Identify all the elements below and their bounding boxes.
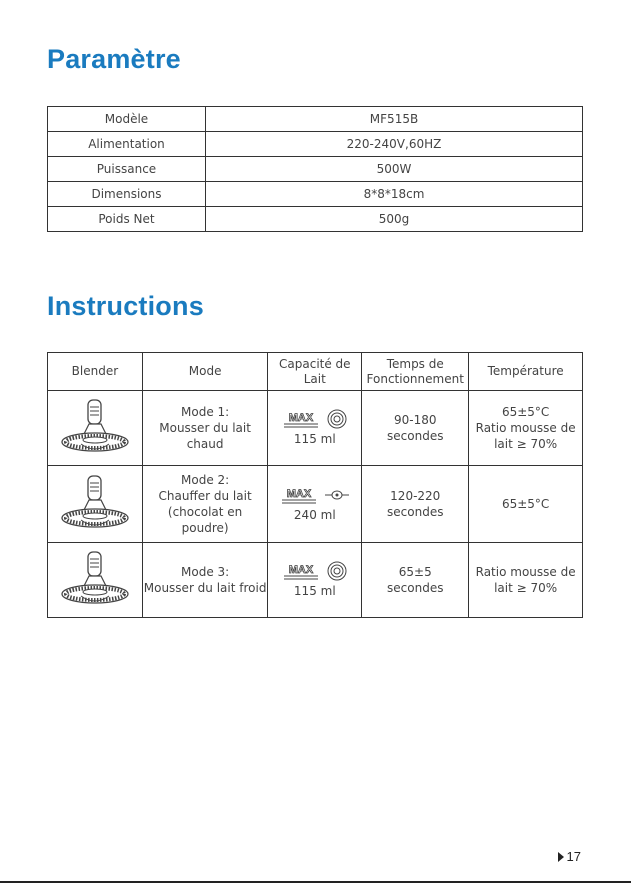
header-capacity bbox=[268, 353, 362, 391]
param-key: Alimentation bbox=[48, 132, 206, 157]
capacity-cell bbox=[268, 391, 362, 466]
blender-cell bbox=[48, 391, 143, 466]
time-cell bbox=[362, 543, 469, 618]
param-value: 8*8*18cm bbox=[206, 182, 583, 207]
param-value: 500g bbox=[206, 207, 583, 232]
temp-line: Ratio mousse de bbox=[475, 565, 576, 579]
blender-cell bbox=[48, 466, 143, 543]
max-level-icon bbox=[281, 485, 317, 505]
blender-whisk-icon bbox=[59, 398, 131, 458]
mode-line: Mousser du lait bbox=[159, 421, 251, 435]
mode-line: Mode 2: bbox=[181, 473, 230, 487]
instructions-title: Instructions bbox=[47, 291, 204, 321]
table-row bbox=[48, 207, 583, 232]
param-value: 220-240V,60HZ bbox=[206, 132, 583, 157]
header-capacity-label: Capacité de Lait bbox=[279, 356, 351, 386]
max-label: MAX bbox=[288, 564, 314, 576]
temp-line: Ratio mousse de bbox=[475, 421, 576, 435]
table-row bbox=[48, 132, 583, 157]
max-label: MAX bbox=[286, 488, 312, 500]
param-key: Dimensions bbox=[48, 182, 206, 207]
param-key: Puissance bbox=[48, 157, 206, 182]
max-level-icon bbox=[283, 409, 319, 429]
mode-line: Mousser du lait froid bbox=[143, 581, 267, 595]
mode-line: chaud bbox=[186, 437, 224, 451]
param-key: Poids Net bbox=[48, 207, 206, 232]
mode-line: Mode 1: bbox=[181, 405, 230, 419]
page-number bbox=[558, 849, 581, 864]
temp-line: lait ≥ 70% bbox=[494, 437, 558, 451]
time-cell bbox=[362, 466, 469, 543]
param-value: 500W bbox=[206, 157, 583, 182]
mode-cell bbox=[142, 543, 268, 618]
triangle-right-icon bbox=[558, 852, 564, 862]
max-level-icon bbox=[283, 561, 319, 581]
heating-disc-icon bbox=[325, 488, 349, 502]
time-line: secondes bbox=[387, 429, 444, 443]
instructions-table bbox=[47, 352, 583, 618]
temperature-cell bbox=[469, 466, 583, 543]
mode-line: (chocolat en poudre) bbox=[167, 505, 243, 535]
time-line: 65±5 bbox=[398, 565, 432, 579]
capacity-cell bbox=[268, 466, 362, 543]
header-temperature: Température bbox=[469, 353, 583, 391]
table-row bbox=[48, 157, 583, 182]
capacity-value: 115 ml bbox=[293, 584, 336, 598]
table-row bbox=[48, 182, 583, 207]
blender-whisk-icon bbox=[59, 550, 131, 610]
capacity-value: 240 ml bbox=[293, 508, 336, 522]
max-label: MAX bbox=[288, 412, 314, 424]
blender-cell bbox=[48, 543, 143, 618]
header-mode: Mode bbox=[142, 353, 268, 391]
header-time-label: Temps de Fonctionnement bbox=[366, 356, 464, 386]
capacity-cell bbox=[268, 543, 362, 618]
table-row bbox=[48, 107, 583, 132]
time-cell bbox=[362, 391, 469, 466]
capacity-value: 115 ml bbox=[293, 432, 336, 446]
mode-line: Mode 3: bbox=[181, 565, 230, 579]
mode-cell bbox=[142, 391, 268, 466]
temperature-cell bbox=[469, 543, 583, 618]
param-value: MF515B bbox=[206, 107, 583, 132]
time-line: secondes bbox=[387, 581, 444, 595]
time-line: 120-220 bbox=[390, 489, 441, 503]
params-title: Paramètre bbox=[47, 44, 181, 74]
whisk-spiral-icon bbox=[327, 409, 347, 429]
page-number-label: 17 bbox=[566, 849, 581, 864]
table-row bbox=[48, 466, 583, 543]
param-key: Modèle bbox=[48, 107, 206, 132]
header-blender: Blender bbox=[48, 353, 143, 391]
temp-line: 65±5°C bbox=[501, 405, 550, 419]
table-header-row bbox=[48, 353, 583, 391]
header-time bbox=[362, 353, 469, 391]
mode-line: Chauffer du lait bbox=[158, 489, 252, 503]
whisk-spiral-icon bbox=[327, 561, 347, 581]
params-table bbox=[47, 106, 583, 232]
temp-line: lait ≥ 70% bbox=[494, 581, 558, 595]
blender-disc-icon bbox=[59, 474, 131, 534]
temp-line: 65±5°C bbox=[501, 497, 550, 511]
mode-cell bbox=[142, 466, 268, 543]
table-row bbox=[48, 543, 583, 618]
temperature-cell bbox=[469, 391, 583, 466]
time-line: 90-180 bbox=[393, 413, 437, 427]
table-row bbox=[48, 391, 583, 466]
time-line: secondes bbox=[387, 505, 444, 519]
